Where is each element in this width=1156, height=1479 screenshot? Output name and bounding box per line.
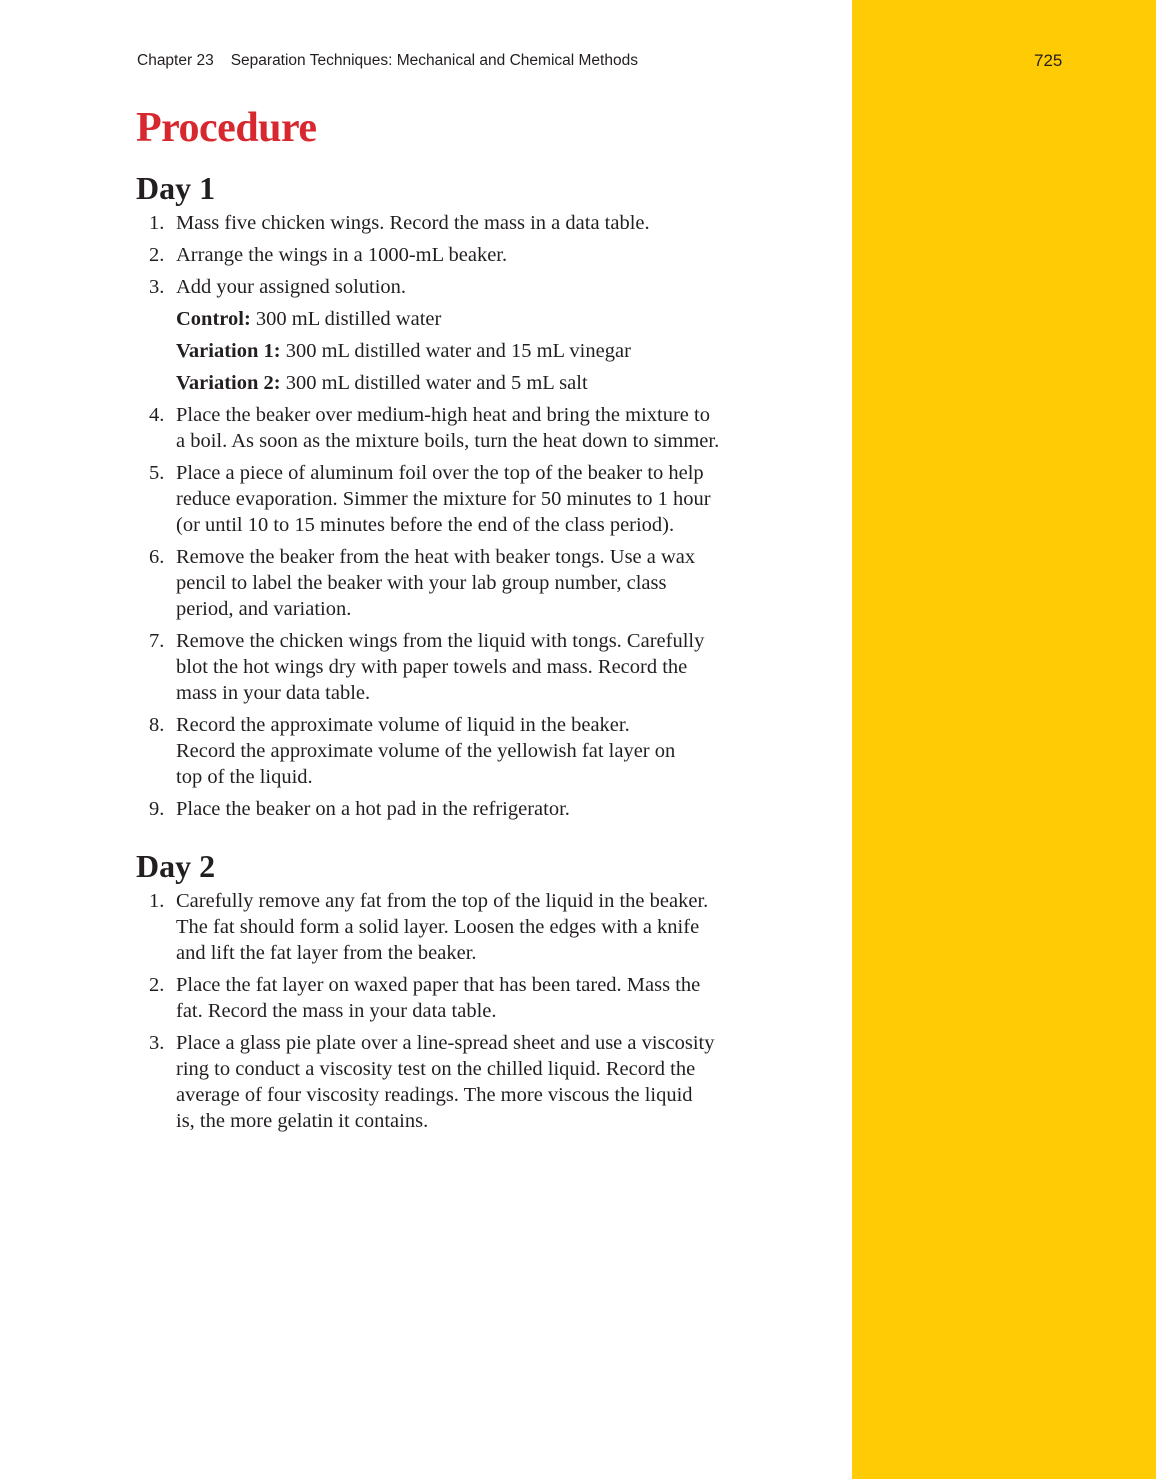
- chapter-title: Separation Techniques: Mechanical and Chemical Methods: [230, 52, 638, 69]
- step-text-line: Mass five chicken wings. Record the mass in a data table.: [176, 212, 650, 234]
- step-text-line: average of four viscosity readings. The more viscous the liquid: [176, 1084, 693, 1106]
- day2-steps: [137, 888, 837, 1140]
- day2-heading: Day 2: [136, 848, 216, 884]
- list-item: [137, 242, 837, 268]
- yellow-margin-band: [852, 0, 1156, 1479]
- list-item: [137, 1030, 837, 1134]
- step-text-line: Remove the beaker from the heat with beaker tongs. Use a wax: [176, 546, 696, 568]
- list-item: [137, 712, 837, 790]
- step-number: 5.: [149, 462, 165, 484]
- step-number: 1.: [149, 890, 165, 912]
- solution-text: 300 mL distilled water and 15 mL vinegar: [280, 340, 631, 362]
- list-item: [137, 628, 837, 706]
- step-text-line: Record the approximate volume of liquid in the beaker.: [176, 714, 630, 736]
- step-number: 7.: [149, 630, 165, 652]
- step-text-line: mass in your data table.: [176, 682, 371, 704]
- solution-text: 300 mL distilled water: [250, 308, 442, 330]
- list-item: [137, 972, 837, 1024]
- list-item: [137, 796, 837, 822]
- step-text-line: Place a piece of aluminum foil over the top of the beaker to help: [176, 462, 704, 484]
- step-text-line: Place a glass pie plate over a line-spread sheet and use a viscosity: [176, 1032, 715, 1054]
- list-item: [137, 460, 837, 538]
- page-number: 725: [1034, 51, 1063, 70]
- step-text-line: Carefully remove any fat from the top of the liquid in the beaker.: [176, 890, 709, 912]
- day1-steps: [137, 210, 837, 828]
- solution-option: [137, 338, 837, 364]
- step-text-line: Place the beaker over medium-high heat and bring the mixture to: [176, 404, 710, 426]
- step-number: 2.: [149, 974, 165, 996]
- step-text-line: Place the fat layer on waxed paper that has been tared. Mass the: [176, 974, 701, 996]
- step-number: 2.: [149, 244, 165, 266]
- solution-option: [137, 370, 837, 396]
- step-number: 1.: [149, 212, 165, 234]
- step-text-line: reduce evaporation. Simmer the mixture for 50 minutes to 1 hour: [176, 488, 711, 510]
- solution-label: Variation 1:: [176, 340, 281, 362]
- step-number: 8.: [149, 714, 165, 736]
- day1-heading: Day 1: [136, 170, 216, 206]
- running-head: [137, 52, 638, 70]
- step-text-line: The fat should form a solid layer. Loosen the edges with a knife: [176, 916, 700, 938]
- step-text-line: blot the hot wings dry with paper towels and mass. Record the: [176, 656, 688, 678]
- list-item: [137, 544, 837, 622]
- step-text-line: is, the more gelatin it contains.: [176, 1110, 429, 1132]
- section-title: Procedure: [136, 105, 317, 151]
- step-text-line: a boil. As soon as the mixture boils, turn the heat down to simmer.: [176, 430, 720, 452]
- solution-label: Variation 2:: [176, 372, 281, 394]
- step-text-line: period, and variation.: [176, 598, 352, 620]
- step-text-line: (or until 10 to 15 minutes before the end of the class period).: [176, 514, 675, 536]
- step-text-line: pencil to label the beaker with your lab group number, class: [176, 572, 667, 594]
- step-text-line: and lift the fat layer from the beaker.: [176, 942, 477, 964]
- solution-option: [137, 306, 837, 332]
- solution-label: Control:: [176, 308, 251, 330]
- list-item: [137, 402, 837, 454]
- step-text-line: Add your assigned solution.: [176, 276, 407, 298]
- step-number: 4.: [149, 404, 165, 426]
- step-number: 3.: [149, 1032, 165, 1054]
- step-text-line: Remove the chicken wings from the liquid with tongs. Carefully: [176, 630, 705, 652]
- step-text-line: Place the beaker on a hot pad in the refrigerator.: [176, 798, 570, 820]
- step-text-line: ring to conduct a viscosity test on the chilled liquid. Record the: [176, 1058, 696, 1080]
- step-number: 3.: [149, 276, 165, 298]
- list-item: [137, 888, 837, 966]
- step-text-line: Arrange the wings in a 1000-mL beaker.: [176, 244, 508, 266]
- step-number: 9.: [149, 798, 165, 820]
- solution-text: 300 mL distilled water and 5 mL salt: [280, 372, 588, 394]
- step-number: 6.: [149, 546, 165, 568]
- step-text-line: top of the liquid.: [176, 766, 313, 788]
- list-item: [137, 274, 837, 300]
- step-text-line: fat. Record the mass in your data table.: [176, 1000, 497, 1022]
- chapter-number: Chapter 23: [137, 52, 214, 69]
- step-text-line: Record the approximate volume of the yellowish fat layer on: [176, 740, 676, 762]
- list-item: [137, 210, 837, 236]
